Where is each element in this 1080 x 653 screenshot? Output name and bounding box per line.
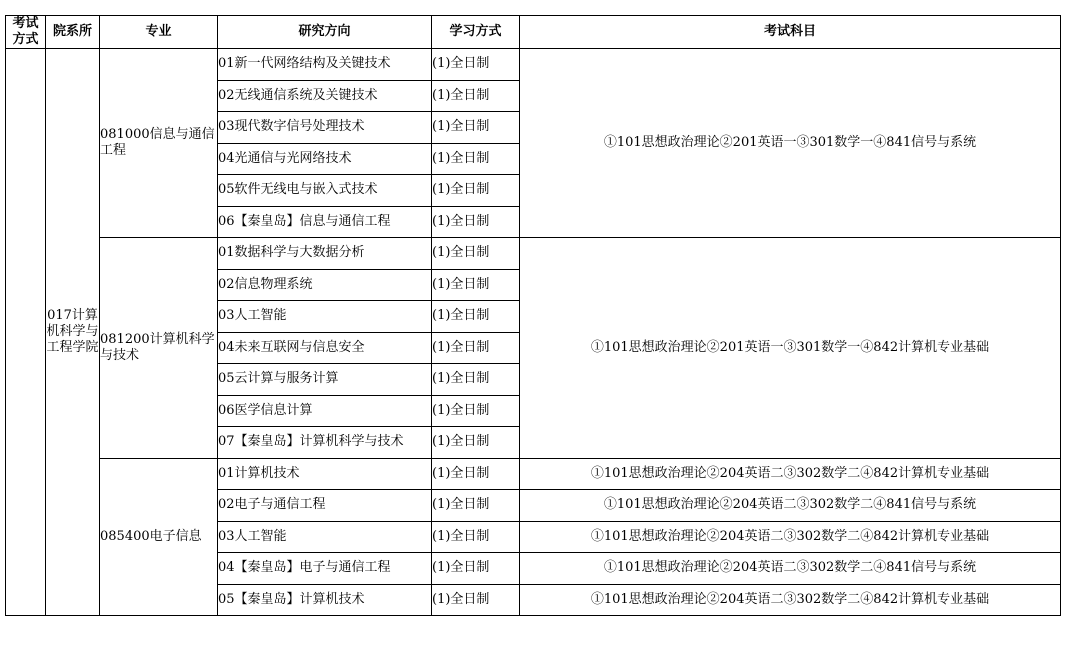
study-mode: (1)全日制 bbox=[432, 206, 520, 238]
direction-name: 03人工智能 bbox=[218, 521, 432, 553]
study-mode: (1)全日制 bbox=[432, 553, 520, 585]
exam-subjects: ①101思想政治理论②204英语二③302数学二④842计算机专业基础 bbox=[520, 458, 1061, 490]
study-mode: (1)全日制 bbox=[432, 269, 520, 301]
direction-name: 03人工智能 bbox=[218, 301, 432, 333]
study-mode: (1)全日制 bbox=[432, 521, 520, 553]
study-mode: (1)全日制 bbox=[432, 395, 520, 427]
study-mode: (1)全日制 bbox=[432, 175, 520, 207]
major-name: 085400电子信息 bbox=[100, 458, 218, 616]
direction-name: 04光通信与光网络技术 bbox=[218, 143, 432, 175]
study-mode: (1)全日制 bbox=[432, 49, 520, 81]
study-mode: (1)全日制 bbox=[432, 427, 520, 459]
header-study-mode: 学习方式 bbox=[432, 16, 520, 49]
header-subjects: 考试科目 bbox=[520, 16, 1061, 49]
table-row bbox=[6, 238, 1061, 270]
direction-name: 02电子与通信工程 bbox=[218, 490, 432, 522]
direction-name: 02信息物理系统 bbox=[218, 269, 432, 301]
study-mode: (1)全日制 bbox=[432, 458, 520, 490]
exam-subjects: ①101思想政治理论②204英语二③302数学二④842计算机专业基础 bbox=[520, 521, 1061, 553]
direction-name: 06医学信息计算 bbox=[218, 395, 432, 427]
admissions-table bbox=[5, 15, 1061, 616]
exam-method-cell bbox=[6, 49, 46, 616]
direction-name: 07【秦皇岛】计算机科学与技术 bbox=[218, 427, 432, 459]
study-mode: (1)全日制 bbox=[432, 143, 520, 175]
study-mode: (1)全日制 bbox=[432, 301, 520, 333]
header-direction: 研究方向 bbox=[218, 16, 432, 49]
direction-name: 04未来互联网与信息安全 bbox=[218, 332, 432, 364]
major-name: 081000信息与通信工程 bbox=[100, 49, 218, 238]
direction-name: 01新一代网络结构及关键技术 bbox=[218, 49, 432, 81]
header-exam-method: 考试 方式 bbox=[6, 16, 46, 49]
study-mode: (1)全日制 bbox=[432, 112, 520, 144]
study-mode: (1)全日制 bbox=[432, 332, 520, 364]
exam-subjects: ①101思想政治理论②204英语二③302数学二④841信号与系统 bbox=[520, 553, 1061, 585]
study-mode: (1)全日制 bbox=[432, 80, 520, 112]
direction-name: 04【秦皇岛】电子与通信工程 bbox=[218, 553, 432, 585]
study-mode: (1)全日制 bbox=[432, 584, 520, 616]
study-mode: (1)全日制 bbox=[432, 364, 520, 396]
header-college: 院系所 bbox=[46, 16, 100, 49]
exam-subjects: ①101思想政治理论②201英语一③301数学一④842计算机专业基础 bbox=[520, 238, 1061, 459]
college-cell: 017计算机科学与工程学院 bbox=[46, 49, 100, 616]
header-row bbox=[6, 16, 1061, 49]
study-mode: (1)全日制 bbox=[432, 490, 520, 522]
major-name: 081200计算机科学与技术 bbox=[100, 238, 218, 459]
direction-name: 02无线通信系统及关键技术 bbox=[218, 80, 432, 112]
exam-subjects: ①101思想政治理论②204英语二③302数学二④842计算机专业基础 bbox=[520, 584, 1061, 616]
table-row bbox=[6, 49, 1061, 81]
exam-subjects: ①101思想政治理论②204英语二③302数学二④841信号与系统 bbox=[520, 490, 1061, 522]
direction-name: 03现代数字信号处理技术 bbox=[218, 112, 432, 144]
direction-name: 01计算机技术 bbox=[218, 458, 432, 490]
study-mode: (1)全日制 bbox=[432, 238, 520, 270]
direction-name: 05云计算与服务计算 bbox=[218, 364, 432, 396]
direction-name: 01数据科学与大数据分析 bbox=[218, 238, 432, 270]
header-major: 专业 bbox=[100, 16, 218, 49]
table-row bbox=[6, 458, 1061, 490]
exam-subjects: ①101思想政治理论②201英语一③301数学一④841信号与系统 bbox=[520, 49, 1061, 238]
direction-name: 05【秦皇岛】计算机技术 bbox=[218, 584, 432, 616]
direction-name: 06【秦皇岛】信息与通信工程 bbox=[218, 206, 432, 238]
direction-name: 05软件无线电与嵌入式技术 bbox=[218, 175, 432, 207]
